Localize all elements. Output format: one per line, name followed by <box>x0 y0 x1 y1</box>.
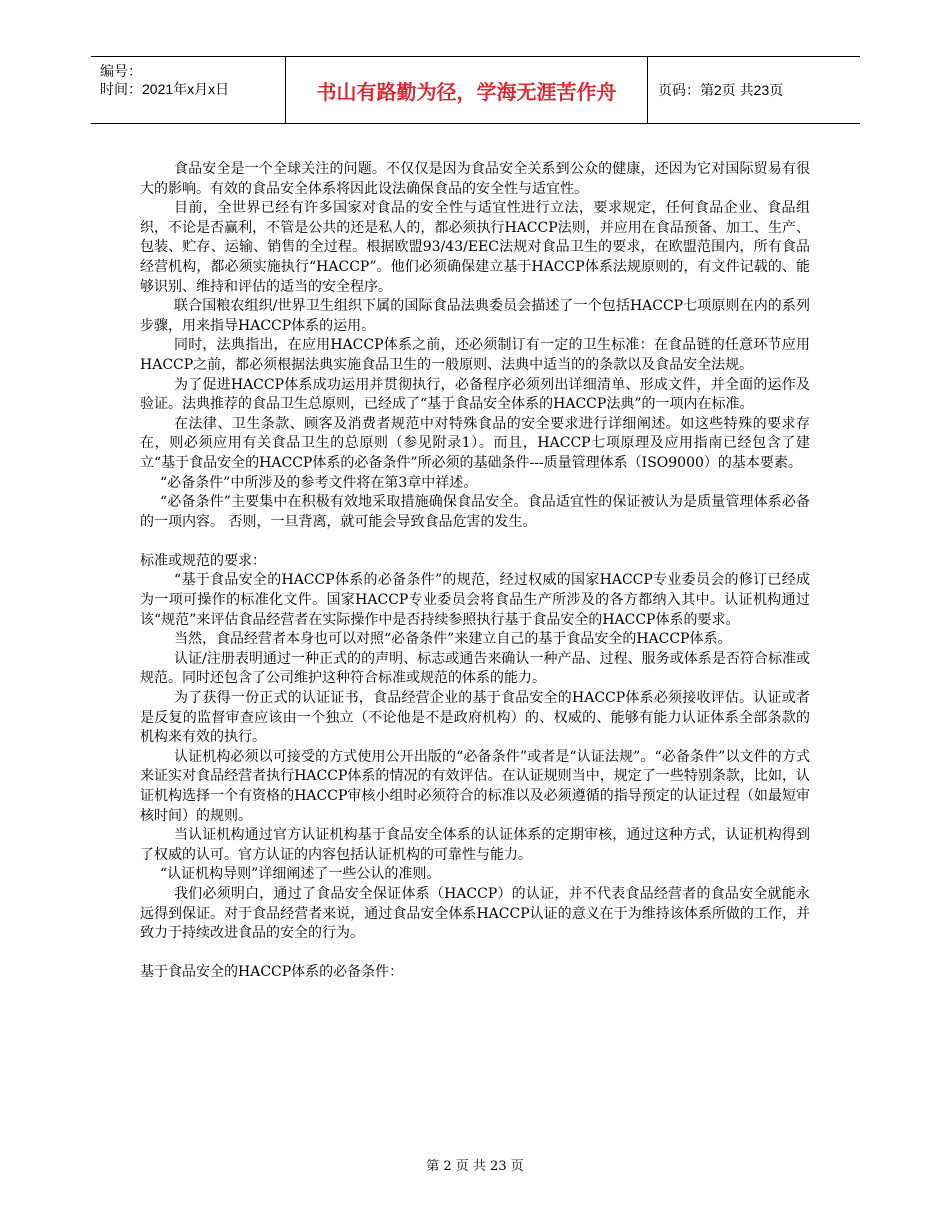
paragraph: 在法律、卫生条款、顾客及消费者规范中对特殊食品的安全要求进行详细阐述。如这些特殊的要求存在，则必须应用有关食品卫生的总原则（参见附录1）。而且，HACCP七项原理及应用指南已经包含了建立“基于食品安全的HACCP体系的必备条件”所必须的基础条件---质量管理体系（ISO9000）的基本要素。 <box>140 415 810 471</box>
blank-line <box>140 944 810 964</box>
page-footer: 第 2 页 共 23 页 <box>426 1159 524 1174</box>
paragraph: “基于食品安全的HACCP体系的必备条件”的规范，经过权威的国家HACCP专业委员会的修订已经成为一项可操作的标准化文件。国家HACCP专业委员会将食品生产所涉及的各方都纳入其中。认证机构通过该“规范”来评估食品经营者在实际操作中是否持续参照执行基于食品安全的HACCP体系的要求。 <box>140 572 810 628</box>
paragraph: 当然，食品经营者本身也可以对照“必备条件”来建立自己的基于食品安全的HACCP体系。 <box>174 631 732 648</box>
paragraph: “必备条件”中所涉及的参考文件将在第3章中祥述。 <box>160 474 478 491</box>
header-meta-cell <box>91 57 286 123</box>
paragraph: 为了获得一份正式的认证证书，食品经营企业的基于食品安全的HACCP体系必须接收评估。认证或者是反复的监督审查应该由一个独立（不论他是不是政府机构）的、权威的、能够有能力认证体系全部条款的机构来有效的执行。 <box>140 690 810 746</box>
paragraph: 联合国粮农组织/世界卫生组织下属的国际食品法典委员会描述了一个包括HACCP七项原则在内的系列步骤，用来指导HACCP体系的运用。 <box>140 298 810 334</box>
paragraph: 当认证机构通过官方认证机构基于食品安全体系的认证体系的定期审核，通过这种方式，认证机构得到了权威的认可。官方认证的内容包括认证机构的可靠性与能力。 <box>140 827 810 863</box>
time-label: 时间：2021年x月x日 <box>100 81 230 97</box>
paragraph: 认证/注册表明通过一种正式的的声明、标志或通告来确认一种产品、过程、服务或体系是否符合标准或规范。同时还包含了公司维护这种符合标准或规范的体系的能力。 <box>140 650 810 687</box>
blank-line <box>140 532 810 552</box>
header-motto: 书山有路勤为径，学海无涯苦作舟 <box>286 57 648 123</box>
paragraph: “必备条件”主要集中在积极有效地采取措施确保食品安全。食品适宜性的保证被认为是质量管理体系必备的一项内容。 否则，一旦背离，就可能会导致食品危害的发生。 <box>140 494 810 530</box>
paragraph: 认证机构必须以可接受的方式使用公开出版的“必备条件”或者是“认证法规”。“必备条件”以文件的方式来证实对食品经营者执行HACCP体系的情况的有效评估。在认证规则当中，规定了一些特别条款，比如，认证机构选择一个有资格的HACCP审核小组时必须符合的标准以及必须遵循的指导预定的认证过程（如最短审核时间）的规则。 <box>140 748 810 824</box>
number-label: 编号： <box>100 63 142 79</box>
paragraph: “认证机构导则”详细阐述了一些公认的准则。 <box>160 866 441 883</box>
section-heading: 标准或规范的要求： <box>140 552 266 569</box>
paragraph: 我们必须明白，通过了食品安全保证体系（HACCP）的认证，并不代表食品经营者的食品安全就能永远得到保证。对于食品经营者来说，通过食品安全体系HACCP认证的意义在于为维持该体系所做的工作，并致力于持续改进食品的安全的行为。 <box>140 885 810 942</box>
document-body <box>140 160 810 983</box>
paragraph: 目前，全世界已经有许多国家对食品的安全性与适宜性进行立法，要求规定，任何食品企业、食品组织，不论是否赢利，不管是公共的还是私人的，都必须执行HACCP法则，并应用在食品预备、加工、生产、包装、贮存、运输、销售的全过程。根据欧盟93/43/EEC法规对食品卫生的要求，在欧盟范围内，所有食品经营机构，都必须实施执行“HACCP”。他们必须确保建立基于HACCP体系法规原则的，有文件记载的、能够识别、维持和评估的适当的安全程序。 <box>140 200 810 295</box>
header-page-info: 页码：第2页 共23页 <box>658 82 784 98</box>
paragraph: 食品安全是一个全球关注的问题。不仅仅是因为食品安全关系到公众的健康，还因为它对国际贸易有很大的影响。有效的食品安全体系将因此设法确保食品的安全性与适宜性。 <box>140 161 810 197</box>
paragraph: 为了促进HACCP体系成功运用并贯彻执行，必备程序必须列出详细清单、形成文件，并全面的运作及验证。法典推荐的食品卫生总原则，已经成了“基于食品安全体系的HACCP法典”的一项内在标准。 <box>140 376 810 413</box>
section-heading: 基于食品安全的HACCP体系的必备条件： <box>140 964 404 981</box>
paragraph: 同时，法典指出，在应用HACCP体系之前，还必须制订有一定的卫生标准：在食品链的任意环节应用HACCP之前，都必须根据法典实施食品卫生的一般原则、法典中适当的的条款以及食品安全法规。 <box>140 337 810 373</box>
page-header <box>91 56 860 124</box>
